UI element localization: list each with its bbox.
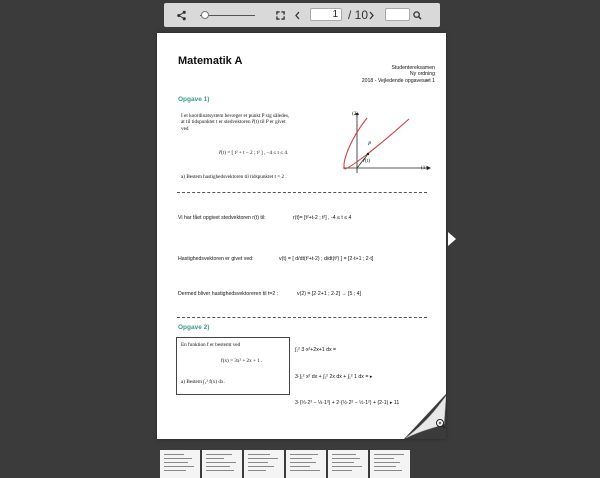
answer1-line3: Dermed bliver hastighedsvektoreren til t=2 : (178, 291, 279, 297)
task-text-line: at til tidspunktet t er stedvektoren r⃗(t) til P er givet (181, 119, 286, 126)
answer1-line1: Vi har fået opgivet stedvektoren r(t) til: (178, 215, 266, 221)
header-info (362, 65, 435, 84)
graph-label-p: P (368, 141, 372, 147)
fullscreen-icon[interactable] (272, 3, 288, 27)
chevron-left-icon[interactable] (290, 3, 304, 27)
answer1-eq1: r(t)= [t²+t-2 ; t²] , -4 ≤ t ≤ 4 (293, 215, 352, 221)
task2-box-eq: f(x) = 3x² + 2x + 1 . (221, 358, 263, 364)
page-thumbnail[interactable] (328, 450, 368, 478)
task2-box-question: a) Bestem ∫₁² f(x) dx. (181, 379, 225, 385)
task1-question: a) Bestem hastighedsvektoren til tidspunktet t = 2 . (181, 174, 287, 180)
page-thumbnail[interactable] (244, 450, 284, 478)
thumbnail-strip (160, 450, 410, 478)
chevron-right-icon[interactable] (364, 3, 378, 27)
task-text-line: I et koordinatsystem bevæger et punkt P sig således, (181, 113, 290, 119)
graph-label-x: (1) (421, 165, 428, 171)
zoom-slider-handle[interactable] (201, 11, 209, 19)
header-line: Ny ordning (409, 71, 435, 78)
task1-equation: r⃗(t) = [ t² + t − 2 ; t² ] , −4 ≤ t ≤ 4. (219, 150, 289, 156)
task2-answer-line3: 3·(⅓·2³ − ⅓·1³) + 2·(½·2² − ½·1²) + (2-1) ▸ 11 (295, 400, 400, 406)
header-line: Studentereksamen (391, 65, 435, 71)
task2-label: Opgave 2) (178, 324, 210, 331)
header-line: 2018 - Vejledende opgavesæt 1 (361, 77, 435, 84)
task2-answer-line1: ∫₁² 3·x²+2x+1 dx = (295, 347, 337, 353)
graph-label-y: (2) (352, 111, 359, 117)
task1-label: Opgave 1) (178, 96, 210, 103)
document-page (157, 33, 446, 439)
answer1-line2: Hastighedsvektoren er givet ved: (178, 256, 254, 262)
next-page-arrow-icon[interactable] (447, 231, 457, 247)
task1-text (181, 113, 341, 132)
section-divider (177, 317, 427, 318)
search-input[interactable] (385, 8, 410, 21)
page-thumbnail[interactable] (202, 450, 242, 478)
page-curl[interactable] (404, 394, 446, 439)
parametric-curve-graph (335, 113, 435, 177)
page-title: Matematik A (178, 55, 243, 67)
search-icon[interactable] (410, 3, 424, 27)
share-icon[interactable] (172, 3, 190, 27)
page-thumbnail[interactable] (160, 450, 200, 478)
answer1-eq2: v(t) = [ d/dt(t²+t-2) ; d/dt(t²) ] = [2·t+1 ; 2·t] (279, 256, 374, 262)
page-thumbnail[interactable] (286, 450, 326, 478)
task-text-line: ved (181, 125, 189, 132)
page-thumbnail[interactable] (370, 450, 410, 478)
section-divider (177, 192, 427, 193)
graph-label-r: r⃗(t) (363, 158, 371, 164)
task2-answer-line2: 3·∫₁² x² dx + ∫₁² 2x dx + ∫₁² 1 dx = ▸ (295, 374, 373, 380)
task2-box-line1: En funktion f er bestemt ved (181, 342, 241, 348)
answer1-eq3: v(2) = [2·2+1 ; 2·2] → [5 ; 4] (297, 291, 362, 297)
page-total: / 10 (347, 8, 368, 22)
page-number-input[interactable]: 1 (310, 8, 342, 21)
task2-box (176, 337, 290, 395)
